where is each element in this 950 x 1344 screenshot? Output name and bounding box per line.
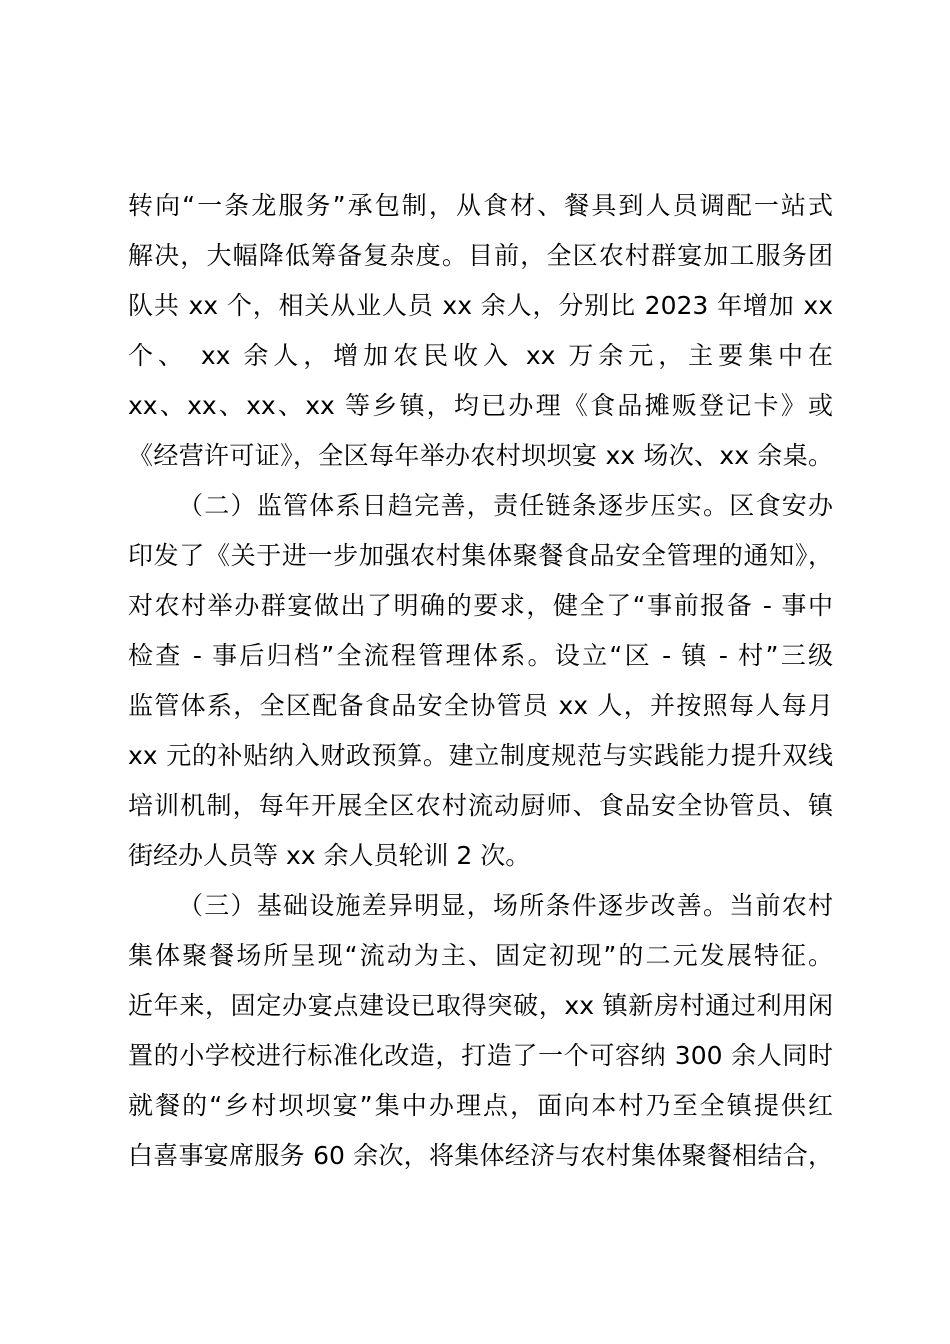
paragraph-1: [128, 181, 833, 481]
text-line: 解决，大幅降低筹备复杂度。目前，全区农村群宴加工服务团: [128, 241, 833, 270]
text-line: 集体聚餐场所呈现“流动为主、固定初现”的二元发展特征。: [128, 941, 833, 970]
text-line: 就餐的“乡村坝坝宴”集中办理点，面向本村乃至全镇提供红: [128, 1091, 833, 1120]
text-line: 对农村举办群宴做出了明确的要求，健全了“事前报备 - 事中: [128, 591, 833, 620]
section-heading-line: （二）监管体系日趋完善，责任链条逐步压实。区食安办: [178, 491, 833, 520]
text-line: 转向“一条龙服务”承包制，从食材、餐具到人员调配一站式: [128, 191, 833, 220]
text-line: 检查 - 事后归档”全流程管理体系。设立“区 - 镇 - 村”三级: [128, 641, 833, 670]
paragraph-3: [128, 881, 833, 1181]
text-line: xx、xx、xx、xx 等乡镇，均已办理《食品摊贩登记卡》或: [128, 391, 833, 420]
text-line: 白喜事宴席服务 60 余次，将集体经济与农村集体聚餐相结合，: [128, 1141, 833, 1170]
text-line: 置的小学校进行标准化改造，打造了一个可容纳 300 余人同时: [128, 1041, 833, 1070]
paragraph-2: [128, 481, 833, 881]
section-heading-line: （三）基础设施差异明显，场所条件逐步改善。当前农村: [178, 891, 833, 920]
document-body: [128, 181, 833, 1181]
text-line: 队共 xx 个，相关从业人员 xx 余人，分别比 2023 年增加 xx: [128, 291, 833, 320]
text-line: 《经营许可证》，全区每年举办农村坝坝宴 xx 场次、xx 余桌。: [128, 441, 833, 470]
text-line: 印发了《关于进一步加强农村集体聚餐食品安全管理的通知》，: [128, 541, 833, 570]
text-line: 监管体系，全区配备食品安全协管员 xx 人，并按照每人每月: [128, 691, 833, 720]
text-line: 近年来，固定办宴点建设已取得突破，xx 镇新房村通过利用闲: [128, 991, 833, 1020]
text-line: 街经办人员等 xx 余人员轮训 2 次。: [128, 841, 531, 870]
text-line: xx 元的补贴纳入财政预算。建立制度规范与实践能力提升双线: [128, 741, 833, 770]
text-line: 培训机制，每年开展全区农村流动厨师、食品安全协管员、镇: [128, 791, 833, 820]
text-line: 个、 xx 余人，增加农民收入 xx 万余元，主要集中在: [128, 341, 833, 370]
